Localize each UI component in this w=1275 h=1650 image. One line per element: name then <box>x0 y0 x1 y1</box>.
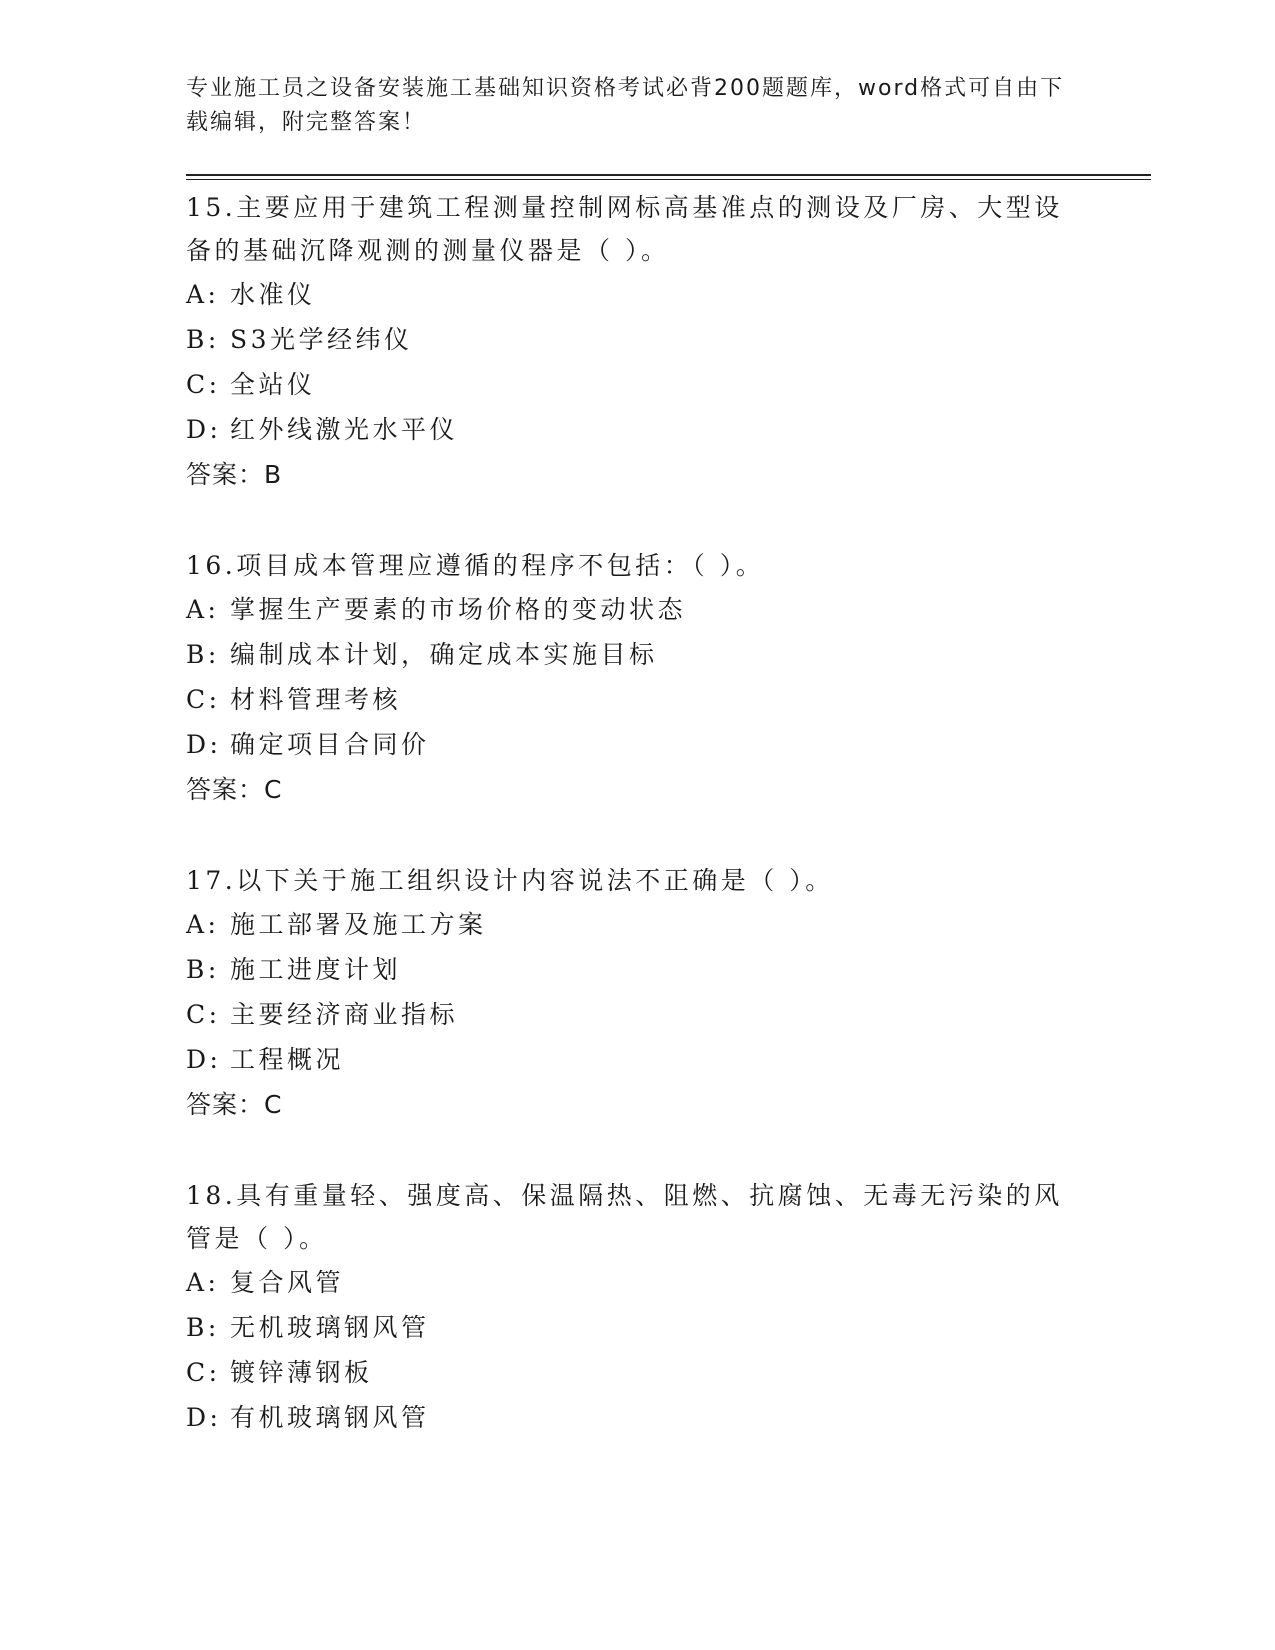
question-stem: 16.项目成本管理应遵循的程序不包括：（ ）。 <box>186 551 765 580</box>
question-16 <box>186 544 1151 812</box>
option-key: D: <box>186 415 222 444</box>
question-17 <box>186 859 1151 1127</box>
option-key: D: <box>186 1403 222 1432</box>
option-text: 全站仪 <box>230 370 316 399</box>
option-text: 水准仪 <box>230 280 316 309</box>
option-d <box>186 407 1151 452</box>
option-key: B: <box>186 325 220 354</box>
option-key: B: <box>186 640 220 669</box>
option-d <box>186 1395 1151 1440</box>
option-text: 主要经济商业指标 <box>230 1000 459 1029</box>
option-key: A: <box>186 910 220 939</box>
question-15 <box>186 186 1151 497</box>
option-text: 掌握生产要素的市场价格的变动状态 <box>230 595 687 624</box>
option-text: 施工进度计划 <box>230 955 402 984</box>
option-text: 无机玻璃钢风管 <box>230 1313 430 1342</box>
option-text: S3光学经纬仪 <box>230 325 413 354</box>
document-header: 专业施工员之设备安装施工基础知识资格考试必背200题题库，word格式可自由下载编辑，附完整答案！ <box>186 76 1065 135</box>
option-key: A: <box>186 595 220 624</box>
answer-line: 答案：C <box>186 775 283 804</box>
option-text: 施工部署及施工方案 <box>230 910 487 939</box>
option-key: C: <box>186 1358 221 1387</box>
question-list <box>186 186 1151 1440</box>
option-key: D: <box>186 1045 222 1074</box>
option-d <box>186 722 1151 767</box>
option-b <box>186 632 1151 677</box>
option-key: A: <box>186 1268 220 1297</box>
option-c <box>186 677 1151 722</box>
option-c <box>186 362 1151 407</box>
question-stem: 15.主要应用于建筑工程测量控制网标高基准点的测设及厂房、大型设备的基础沉降观测的测量仪器是（ ）。 <box>186 193 1063 265</box>
option-text: 复合风管 <box>230 1268 345 1297</box>
option-text: 红外线激光水平仪 <box>230 415 459 444</box>
option-c <box>186 992 1151 1037</box>
option-text: 镀锌薄钢板 <box>230 1358 373 1387</box>
option-key: C: <box>186 685 221 714</box>
option-text: 有机玻璃钢风管 <box>230 1403 430 1432</box>
option-key: B: <box>186 955 220 984</box>
header-divider <box>186 174 1151 180</box>
option-key: D: <box>186 730 222 759</box>
option-d <box>186 1037 1151 1082</box>
answer-line: 答案：B <box>186 460 283 489</box>
option-text: 确定项目合同价 <box>230 730 430 759</box>
question-stem: 18.具有重量轻、强度高、保温隔热、阻燃、抗腐蚀、无毒无污染的风管是（ ）。 <box>186 1181 1063 1253</box>
option-a <box>186 1260 1151 1305</box>
option-a <box>186 902 1151 947</box>
question-stem: 17.以下关于施工组织设计内容说法不正确是（ ）。 <box>186 866 834 895</box>
option-b <box>186 1305 1151 1350</box>
option-b <box>186 317 1151 362</box>
answer-line: 答案：C <box>186 1090 283 1119</box>
option-text: 编制成本计划，确定成本实施目标 <box>230 640 658 669</box>
option-key: C: <box>186 1000 221 1029</box>
option-a <box>186 272 1151 317</box>
option-text: 材料管理考核 <box>230 685 402 714</box>
question-18 <box>186 1174 1151 1440</box>
document-page <box>186 72 1151 1487</box>
option-a <box>186 587 1151 632</box>
option-c <box>186 1350 1151 1395</box>
option-key: B: <box>186 1313 220 1342</box>
option-b <box>186 947 1151 992</box>
option-key: A: <box>186 280 220 309</box>
option-text: 工程概况 <box>230 1045 345 1074</box>
option-key: C: <box>186 370 221 399</box>
